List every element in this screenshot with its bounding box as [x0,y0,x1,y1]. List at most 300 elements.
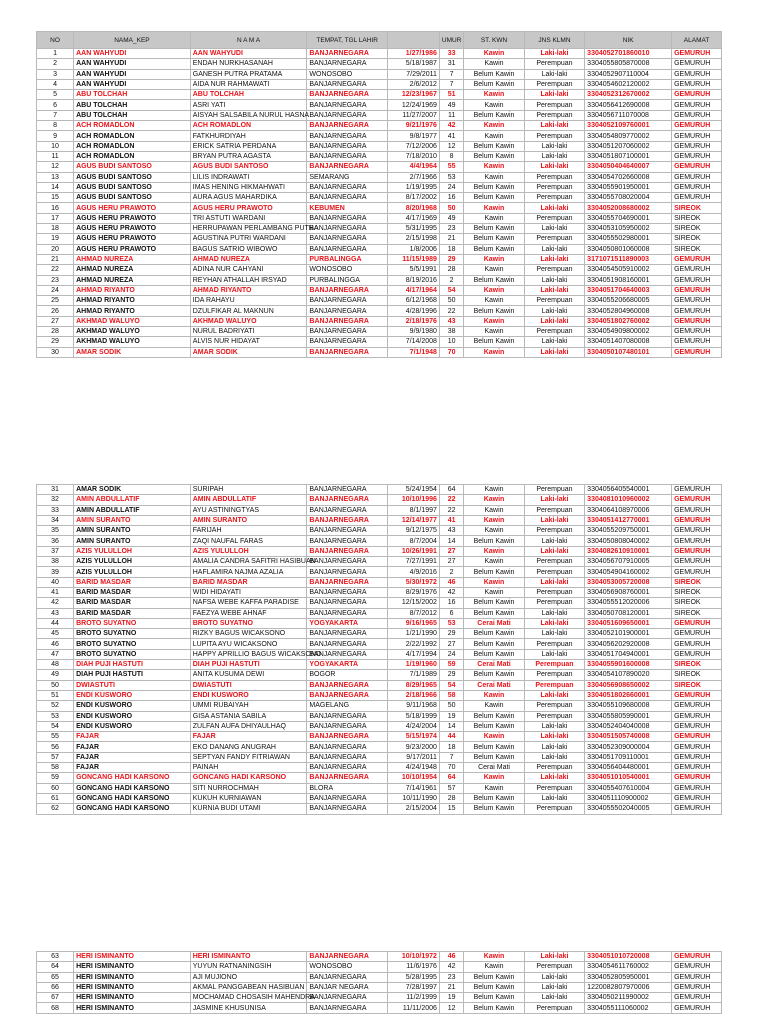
cell-tempat[interactable]: BANJARNEGARA [307,121,388,131]
cell-kep[interactable]: GONCANG HADI KARSONO [74,804,191,814]
cell-no[interactable]: 65 [37,972,74,982]
cell-tgl[interactable]: 4/24/1948 [387,763,439,773]
cell-nik[interactable]: 3304051908160001 [585,275,672,285]
cell-jns[interactable]: Perempuan [524,670,584,680]
cell-kep[interactable]: AMIN SURANTO [74,536,191,546]
cell-no[interactable]: 36 [37,536,74,546]
cell-tempat[interactable]: KEBUMEN [307,203,388,213]
cell-alamat[interactable]: GEMURUH [672,711,722,721]
cell-nik[interactable]: 3304050107480101 [585,347,672,357]
cell-kwn[interactable]: Kawin [464,90,524,100]
cell-tgl[interactable]: 5/18/1987 [387,59,439,69]
cell-alamat[interactable]: GEMURUH [672,172,722,182]
cell-alamat[interactable]: GEMURUH [672,629,722,639]
cell-nik[interactable]: 1220082807970006 [585,982,672,992]
cell-jns[interactable]: Laki-laki [524,224,584,234]
cell-kep[interactable]: AHMAD NUREZA [74,254,191,264]
cell-tgl[interactable]: 1/19/1960 [387,660,439,670]
cell-nik[interactable]: 3304054611760002 [585,962,672,972]
cell-nama[interactable]: HERI ISMINANTO [190,952,307,962]
cell-kep[interactable]: AGUS BUDI SANTOSO [74,182,191,192]
cell-no[interactable]: 22 [37,265,74,275]
cell-nama[interactable]: PAINAH [190,763,307,773]
cell-tempat[interactable]: BANJARNEGARA [307,182,388,192]
cell-jns[interactable]: Laki-laki [524,285,584,295]
cell-umur[interactable]: 53 [439,172,463,182]
cell-nama[interactable]: BRYAN PUTRA AGASTA [190,151,307,161]
cell-jns[interactable]: Perempuan [524,962,584,972]
cell-umur[interactable]: 51 [439,90,463,100]
cell-nama[interactable]: ANITA KUSUMA DEWI [190,670,307,680]
cell-tgl[interactable]: 2/15/1998 [387,234,439,244]
cell-jns[interactable]: Laki-laki [524,972,584,982]
cell-kep[interactable]: AZIS YULULLOH [74,546,191,556]
cell-kep[interactable]: AHMAD NUREZA [74,275,191,285]
cell-nik[interactable]: 3304054505910002 [585,265,672,275]
cell-tempat[interactable]: BANJARNEGARA [307,316,388,326]
column-header[interactable]: ST. KWN [464,32,524,49]
cell-kep[interactable]: ACH ROMADLON [74,131,191,141]
column-header[interactable] [387,32,439,49]
cell-alamat[interactable]: GEMURUH [672,69,722,79]
cell-no[interactable]: 25 [37,296,74,306]
cell-alamat[interactable]: GEMURUH [672,567,722,577]
cell-alamat[interactable]: GEMURUH [672,275,722,285]
cell-umur[interactable]: 44 [439,732,463,742]
cell-nik[interactable]: 3304051207060002 [585,141,672,151]
cell-jns[interactable]: Perempuan [524,1003,584,1013]
cell-no[interactable]: 29 [37,337,74,347]
cell-nama[interactable]: AMIN SURANTO [190,515,307,525]
cell-alamat[interactable]: SIREOK [672,203,722,213]
cell-tgl[interactable]: 11/6/1976 [387,962,439,972]
cell-nama[interactable]: AGUSTINA PUTRI WARDANI [190,234,307,244]
cell-alamat[interactable]: GEMURUH [672,485,722,495]
cell-kwn[interactable]: Kawin [464,701,524,711]
cell-alamat[interactable]: GEMURUH [672,505,722,515]
cell-tgl[interactable]: 10/26/1991 [387,546,439,556]
cell-kwn[interactable]: Belum Kawin [464,337,524,347]
cell-alamat[interactable]: GEMURUH [672,254,722,264]
cell-no[interactable]: 42 [37,598,74,608]
cell-kwn[interactable]: Belum Kawin [464,1003,524,1013]
cell-kwn[interactable]: Kawin [464,203,524,213]
cell-nik[interactable]: 3304081010960002 [585,495,672,505]
cell-tempat[interactable]: BANJARNEGARA [307,306,388,316]
cell-tgl[interactable]: 9/16/1965 [387,618,439,628]
cell-nama[interactable]: LUPITA AYU WICAKSONO [190,639,307,649]
cell-nik[interactable]: 3304055704690001 [585,213,672,223]
cell-nik[interactable]: 3304055111060002 [585,1003,672,1013]
cell-kep[interactable]: GONCANG HADI KARSONO [74,783,191,793]
cell-no[interactable]: 30 [37,347,74,357]
cell-no[interactable]: 7 [37,110,74,120]
cell-no[interactable]: 24 [37,285,74,295]
cell-tgl[interactable]: 8/20/1968 [387,203,439,213]
cell-umur[interactable]: 2 [439,275,463,285]
cell-kep[interactable]: BARID MASDAR [74,608,191,618]
cell-tempat[interactable]: BANJARNEGARA [307,793,388,803]
cell-kwn[interactable]: Kawin [464,162,524,172]
cell-tempat[interactable]: BANJARNEGARA [307,162,388,172]
cell-umur[interactable]: 70 [439,347,463,357]
cell-jns[interactable]: Perempuan [524,110,584,120]
cell-no[interactable]: 39 [37,567,74,577]
cell-umur[interactable]: 23 [439,972,463,982]
cell-nama[interactable]: FAJAR [190,732,307,742]
cell-jns[interactable]: Laki-laki [524,952,584,962]
cell-kwn[interactable]: Kawin [464,577,524,587]
cell-nama[interactable]: ZULFAN AUFA DHIYAULHAQ [190,721,307,731]
cell-alamat[interactable]: GEMURUH [672,763,722,773]
cell-jns[interactable]: Laki-laki [524,577,584,587]
cell-jns[interactable]: Perempuan [524,79,584,89]
cell-umur[interactable]: 21 [439,982,463,992]
cell-tempat[interactable]: BANJARNEGARA [307,337,388,347]
cell-nama[interactable]: ACH ROMADLON [190,121,307,131]
cell-nama[interactable]: AKMAL PANGGABEAN HASIBUAN [190,982,307,992]
cell-kwn[interactable]: Kawin [464,515,524,525]
cell-jns[interactable]: Laki-laki [524,608,584,618]
cell-jns[interactable]: Laki-laki [524,732,584,742]
cell-kwn[interactable]: Belum Kawin [464,608,524,618]
cell-nama[interactable]: AGUS BUDI SANTOSO [190,162,307,172]
cell-tgl[interactable]: 1/27/1986 [387,49,439,59]
cell-nik[interactable]: 3304056908650002 [585,680,672,690]
cell-nama[interactable]: AHMAD RIYANTO [190,285,307,295]
cell-nik[interactable]: 3304054809770002 [585,131,672,141]
cell-nik[interactable]: 3304056908760001 [585,587,672,597]
cell-umur[interactable]: 43 [439,526,463,536]
cell-umur[interactable]: 54 [439,680,463,690]
cell-kep[interactable]: AMIN ABDULLATIF [74,505,191,515]
cell-nama[interactable]: DWIASTUTI [190,680,307,690]
cell-jns[interactable]: Laki-laki [524,993,584,1003]
cell-nik[interactable]: 3304056412690008 [585,100,672,110]
cell-no[interactable]: 49 [37,670,74,680]
cell-no[interactable]: 27 [37,316,74,326]
cell-jns[interactable]: Laki-laki [524,495,584,505]
cell-nik[interactable]: 3304051010540001 [585,773,672,783]
cell-jns[interactable]: Perempuan [524,131,584,141]
cell-jns[interactable]: Perempuan [524,265,584,275]
cell-tempat[interactable]: BANJARNEGARA [307,721,388,731]
cell-alamat[interactable]: GEMURUH [672,49,722,59]
cell-nik[interactable]: 3304052008680002 [585,203,672,213]
cell-tgl[interactable]: 4/17/1969 [387,213,439,223]
cell-tempat[interactable]: BANJARNEGARA [307,285,388,295]
cell-tgl[interactable]: 6/12/1968 [387,296,439,306]
cell-jns[interactable]: Perempuan [524,296,584,306]
cell-tgl[interactable]: 7/28/1997 [387,982,439,992]
cell-tempat[interactable]: BANJARNEGARA [307,347,388,357]
cell-jns[interactable]: Perempuan [524,505,584,515]
cell-kwn[interactable]: Kawin [464,254,524,264]
cell-nama[interactable]: FAEZYA WEBE AHNAF [190,608,307,618]
cell-kep[interactable]: AKHMAD WALUYO [74,337,191,347]
cell-kep[interactable]: AGUS HERU PRAWOTO [74,234,191,244]
cell-no[interactable]: 50 [37,680,74,690]
column-header[interactable]: ALAMAT [672,32,722,49]
cell-kep[interactable]: DIAH PUJI HASTUTI [74,670,191,680]
cell-kep[interactable]: AAN WAHYUDI [74,79,191,89]
cell-alamat[interactable]: GEMURUH [672,993,722,1003]
cell-umur[interactable]: 11 [439,110,463,120]
cell-nik[interactable]: 3304051609650001 [585,618,672,628]
cell-tgl[interactable]: 9/8/1977 [387,131,439,141]
cell-jns[interactable]: Laki-laki [524,254,584,264]
cell-kep[interactable]: AKHMAD WALUYO [74,327,191,337]
cell-alamat[interactable]: GEMURUH [672,701,722,711]
cell-tempat[interactable]: BANJARNEGARA [307,587,388,597]
cell-kep[interactable]: AGUS HERU PRAWOTO [74,244,191,254]
cell-kwn[interactable]: Belum Kawin [464,711,524,721]
cell-no[interactable]: 33 [37,505,74,515]
cell-umur[interactable]: 28 [439,265,463,275]
cell-nik[interactable]: 3304054702660008 [585,172,672,182]
cell-kep[interactable]: ACH ROMADLON [74,141,191,151]
cell-no[interactable]: 15 [37,193,74,203]
cell-tempat[interactable]: PURBALINGGA [307,254,388,264]
cell-jns[interactable]: Laki-laki [524,347,584,357]
cell-umur[interactable]: 22 [439,505,463,515]
cell-nik[interactable]: 3304051807100001 [585,151,672,161]
cell-alamat[interactable]: GEMURUH [672,962,722,972]
cell-no[interactable]: 57 [37,752,74,762]
cell-umur[interactable]: 19 [439,993,463,1003]
cell-nama[interactable]: GISA ASTANIA SABILA [190,711,307,721]
cell-kep[interactable]: ENDI KUSWORO [74,690,191,700]
cell-jns[interactable]: Perempuan [524,598,584,608]
cell-alamat[interactable]: SIREOK [672,670,722,680]
cell-kwn[interactable]: Cerai Mati [464,660,524,670]
cell-tempat[interactable]: BANJARNEGARA [307,224,388,234]
cell-umur[interactable]: 42 [439,587,463,597]
cell-nik[interactable]: 3304054904160002 [585,567,672,577]
cell-tgl[interactable]: 8/7/2012 [387,608,439,618]
cell-jns[interactable]: Laki-laki [524,752,584,762]
cell-umur[interactable]: 22 [439,495,463,505]
cell-jns[interactable]: Laki-laki [524,773,584,783]
cell-tgl[interactable]: 9/12/1975 [387,526,439,536]
cell-tgl[interactable]: 9/23/2000 [387,742,439,752]
cell-tempat[interactable]: WONOSOBO [307,265,388,275]
cell-no[interactable]: 61 [37,793,74,803]
cell-alamat[interactable]: GEMURUH [672,793,722,803]
cell-no[interactable]: 13 [37,172,74,182]
cell-jns[interactable]: Perempuan [524,587,584,597]
cell-alamat[interactable]: GEMURUH [672,690,722,700]
cell-umur[interactable]: 21 [439,234,463,244]
cell-umur[interactable]: 28 [439,793,463,803]
cell-alamat[interactable]: SIREOK [672,234,722,244]
cell-alamat[interactable]: GEMURUH [672,285,722,295]
cell-nik[interactable]: 3304051709110001 [585,752,672,762]
cell-tgl[interactable]: 5/5/1991 [387,265,439,275]
cell-alamat[interactable]: GEMURUH [672,1003,722,1013]
cell-nik[interactable]: 3171071511890003 [585,254,672,264]
cell-tgl[interactable]: 4/28/1996 [387,306,439,316]
cell-no[interactable]: 18 [37,224,74,234]
cell-tempat[interactable]: BANJARNEGARA [307,557,388,567]
cell-nik[interactable]: 3304056405540001 [585,485,672,495]
cell-tempat[interactable]: BANJARNEGARA [307,110,388,120]
cell-kwn[interactable]: Kawin [464,172,524,182]
cell-jns[interactable]: Perempuan [524,182,584,192]
cell-nama[interactable]: ENDI KUSWORO [190,690,307,700]
cell-tgl[interactable]: 7/1/1948 [387,347,439,357]
column-header[interactable]: TEMPAT, TGL LAHIR [307,32,388,49]
cell-umur[interactable]: 54 [439,285,463,295]
cell-alamat[interactable]: GEMURUH [672,952,722,962]
cell-tempat[interactable]: BANJARNEGARA [307,773,388,783]
cell-nama[interactable]: ASRI YATI [190,100,307,110]
cell-nik[interactable]: 3304053105950002 [585,224,672,234]
cell-tempat[interactable]: WONOSOBO [307,962,388,972]
cell-alamat[interactable]: SIREOK [672,244,722,254]
cell-umur[interactable]: 46 [439,577,463,587]
cell-jns[interactable]: Perempuan [524,639,584,649]
cell-no[interactable]: 14 [37,182,74,192]
cell-kwn[interactable]: Belum Kawin [464,182,524,192]
cell-tgl[interactable]: 7/27/1991 [387,557,439,567]
cell-nik[interactable]: 3304056404480001 [585,763,672,773]
cell-tgl[interactable]: 8/19/2016 [387,275,439,285]
cell-nama[interactable]: EKO DANANG ANUGRAH [190,742,307,752]
cell-kep[interactable]: AMIN ABDULLATIF [74,495,191,505]
cell-tgl[interactable]: 5/28/1995 [387,972,439,982]
cell-kwn[interactable]: Belum Kawin [464,567,524,577]
cell-nik[interactable]: 3304052101900001 [585,629,672,639]
cell-jns[interactable]: Perempuan [524,804,584,814]
cell-tempat[interactable]: BANJARNEGARA [307,680,388,690]
cell-alamat[interactable]: GEMURUH [672,639,722,649]
cell-nik[interactable]: 3304052907110004 [585,69,672,79]
cell-alamat[interactable]: SIREOK [672,598,722,608]
cell-kep[interactable]: ENDI KUSWORO [74,721,191,731]
cell-nama[interactable]: AMAR SODIK [190,347,307,357]
cell-alamat[interactable]: GEMURUH [672,121,722,131]
cell-tempat[interactable]: BANJARNEGARA [307,649,388,659]
cell-no[interactable]: 11 [37,151,74,161]
cell-tempat[interactable]: SEMARANG [307,172,388,182]
cell-umur[interactable]: 6 [439,608,463,618]
cell-no[interactable]: 63 [37,952,74,962]
cell-alamat[interactable]: GEMURUH [672,316,722,326]
cell-kwn[interactable]: Kawin [464,59,524,69]
cell-tgl[interactable]: 4/4/1964 [387,162,439,172]
cell-no[interactable]: 56 [37,742,74,752]
cell-nama[interactable]: ABU TOLCHAH [190,90,307,100]
cell-no[interactable]: 6 [37,100,74,110]
cell-nik[interactable]: 3304052312670002 [585,90,672,100]
cell-alamat[interactable]: GEMURUH [672,618,722,628]
cell-jns[interactable]: Perempuan [524,327,584,337]
cell-alamat[interactable]: GEMURUH [672,752,722,762]
cell-alamat[interactable]: SIREOK [672,680,722,690]
cell-kep[interactable]: AHMAD RIYANTO [74,306,191,316]
cell-nama[interactable]: TRI ASTUTI WARDANI [190,213,307,223]
cell-no[interactable]: 16 [37,203,74,213]
cell-kep[interactable]: BROTO SUYATNO [74,618,191,628]
cell-umur[interactable]: 42 [439,962,463,972]
cell-nama[interactable]: BAGUS SATRIO WIBOWO [190,244,307,254]
cell-kep[interactable]: HERI ISMINANTO [74,993,191,1003]
cell-nik[interactable]: 3304050801060008 [585,244,672,254]
cell-kep[interactable]: AHMAD RIYANTO [74,285,191,295]
cell-alamat[interactable]: GEMURUH [672,193,722,203]
cell-jns[interactable]: Perempuan [524,193,584,203]
cell-kwn[interactable]: Belum Kawin [464,993,524,1003]
column-header[interactable]: NIK [585,32,672,49]
cell-jns[interactable]: Perempuan [524,763,584,773]
cell-kwn[interactable]: Cerai Mati [464,618,524,628]
cell-tgl[interactable]: 8/17/2002 [387,193,439,203]
cell-no[interactable]: 54 [37,721,74,731]
cell-tempat[interactable]: BANJARNEGARA [307,752,388,762]
cell-nama[interactable]: JASMINE KHUSUNISA [190,1003,307,1013]
cell-kwn[interactable]: Belum Kawin [464,224,524,234]
cell-kwn[interactable]: Belum Kawin [464,536,524,546]
cell-nik[interactable]: 3304051010720008 [585,952,672,962]
cell-tempat[interactable]: BANJARNEGARA [307,100,388,110]
cell-jns[interactable]: Laki-laki [524,275,584,285]
cell-tgl[interactable]: 8/29/1965 [387,680,439,690]
cell-alamat[interactable]: GEMURUH [672,972,722,982]
cell-nama[interactable]: AZIS YULULLOH [190,546,307,556]
cell-kwn[interactable]: Kawin [464,131,524,141]
cell-umur[interactable]: 50 [439,203,463,213]
cell-tempat[interactable]: YOGYAKARTA [307,660,388,670]
cell-tgl[interactable]: 7/14/1961 [387,783,439,793]
cell-nik[interactable]: 3304052805950001 [585,972,672,982]
cell-jns[interactable]: Laki-laki [524,546,584,556]
cell-kwn[interactable]: Kawin [464,773,524,783]
cell-nik[interactable]: 3304055407610004 [585,783,672,793]
cell-no[interactable]: 17 [37,213,74,223]
cell-tempat[interactable]: BANJARNEGARA [307,608,388,618]
cell-tgl[interactable]: 1/8/2006 [387,244,439,254]
cell-tgl[interactable]: 5/18/1999 [387,711,439,721]
cell-kep[interactable]: AZIS YULULLOH [74,567,191,577]
cell-tempat[interactable]: BANJARNEGARA [307,90,388,100]
cell-tempat[interactable]: BANJARNEGARA [307,577,388,587]
cell-tempat[interactable]: BANJARNEGARA [307,485,388,495]
cell-no[interactable]: 10 [37,141,74,151]
cell-kep[interactable]: AGUS HERU PRAWOTO [74,203,191,213]
cell-kwn[interactable]: Belum Kawin [464,629,524,639]
cell-kwn[interactable]: Kawin [464,952,524,962]
cell-nik[interactable]: 3304055502040005 [585,804,672,814]
cell-nik[interactable]: 3304082610910001 [585,546,672,556]
cell-nama[interactable]: UMMI RUBAIYAH [190,701,307,711]
cell-umur[interactable]: 59 [439,660,463,670]
cell-kwn[interactable]: Kawin [464,121,524,131]
cell-kwn[interactable]: Belum Kawin [464,275,524,285]
cell-kep[interactable]: GONCANG HADI KARSONO [74,793,191,803]
cell-kwn[interactable]: Belum Kawin [464,721,524,731]
cell-kep[interactable]: AZIS YULULLOH [74,557,191,567]
cell-alamat[interactable]: GEMURUH [672,982,722,992]
cell-nama[interactable]: WIDI HIDAYATI [190,587,307,597]
cell-tgl[interactable]: 9/11/1968 [387,701,439,711]
cell-nik[interactable]: 3304051505740008 [585,732,672,742]
cell-no[interactable]: 20 [37,244,74,254]
cell-no[interactable]: 51 [37,690,74,700]
cell-umur[interactable]: 46 [439,952,463,962]
cell-kep[interactable]: ENDI KUSWORO [74,711,191,721]
cell-nama[interactable]: SURIPAH [190,485,307,495]
